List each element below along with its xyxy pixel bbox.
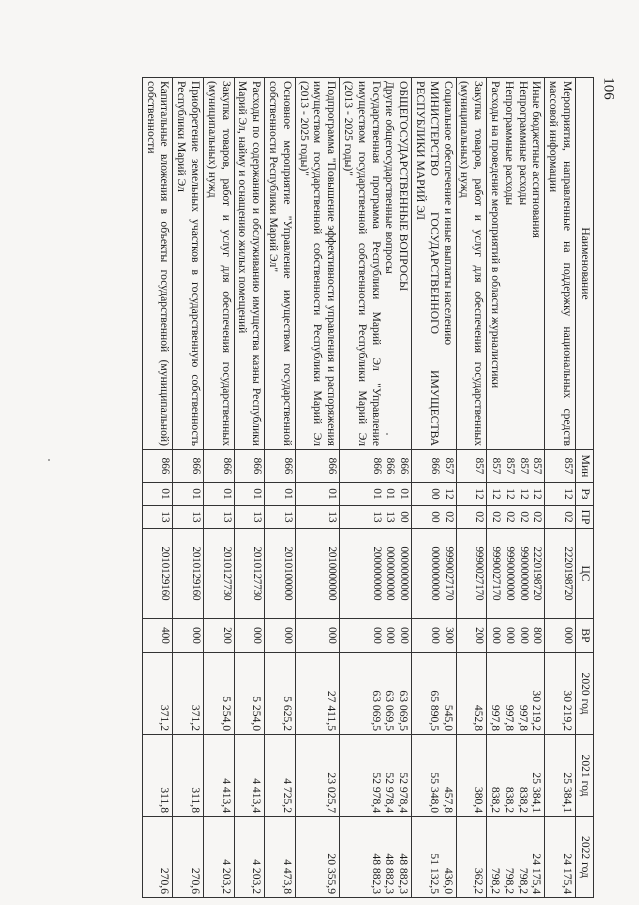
row-2020: 371,2	[142, 653, 173, 735]
row-rz: 01	[265, 483, 296, 506]
row-cs: 9990027170	[456, 529, 487, 619]
row-pr: 02	[456, 506, 487, 529]
row-2022: 270,6	[142, 817, 173, 898]
table-row	[412, 78, 456, 898]
row-cs: 2010129160	[142, 529, 173, 619]
row-pr: 13	[234, 506, 265, 529]
row-name: Закупка товаров, работ и услуг для обеспечения государственных (муниципальных) нужд	[204, 78, 235, 450]
row-vr: 000	[265, 619, 296, 653]
header-2020: 2020 год	[576, 653, 594, 735]
row-name: Капитальные вложения в объекты государственной (муниципальной) собственности	[142, 78, 173, 450]
row-min: 866	[265, 450, 296, 483]
scan-speck	[48, 459, 50, 461]
table-row	[340, 78, 412, 898]
row-cs: 2010100000	[265, 529, 296, 619]
row-min: 857 866	[412, 450, 456, 483]
row-2021: 4 413,4	[204, 735, 235, 817]
row-cs: 2010127730	[204, 529, 235, 619]
header-vr: ВР	[576, 619, 594, 653]
row-vr: 000	[234, 619, 265, 653]
row-2021: 457,8 55 348,0	[412, 735, 456, 817]
row-2021: 311,8	[173, 735, 204, 817]
header-pr: ПР	[576, 506, 594, 529]
row-cs: 9990027170 0000000000	[412, 529, 456, 619]
row-rz: 12	[545, 483, 576, 506]
row-2020: 5 625,2	[265, 653, 296, 735]
budget-table-wrapper	[74, 77, 594, 897]
row-pr: 13	[142, 506, 173, 529]
row-2020: 545,0 65 890,5	[412, 653, 456, 735]
header-cs: ЦС	[576, 529, 594, 619]
row-2020: 452,8	[456, 653, 487, 735]
table-header-row	[576, 78, 594, 898]
table-row	[204, 78, 235, 898]
row-min: 866	[173, 450, 204, 483]
table-row	[487, 78, 545, 898]
row-pr: 13	[173, 506, 204, 529]
row-2022: 20 355,9	[295, 817, 339, 898]
row-2021: 25 384,1	[545, 735, 576, 817]
header-min: Мин	[576, 450, 594, 483]
row-2022: 4 203,2	[204, 817, 235, 898]
row-rz: 01	[204, 483, 235, 506]
row-2021: 25 384,1 838,2 838,2 838,2	[487, 735, 545, 817]
header-name: Наименование	[576, 78, 594, 450]
row-pr: 02 02 02 02	[487, 506, 545, 529]
row-2021: 23 025,7	[295, 735, 339, 817]
row-pr: 02	[545, 506, 576, 529]
row-rz: 01	[173, 483, 204, 506]
row-vr: 200	[204, 619, 235, 653]
row-2022: 24 175,4 798,2 798,2 798,2	[487, 817, 545, 898]
table-row	[265, 78, 296, 898]
row-name: Подпрограмма "Повышение эффективности управления и распоряжения имуществом государственной собственности Республики Марий Эл (2013 - 2025 годы)"	[295, 78, 339, 450]
row-2020: 5 254,0	[204, 653, 235, 735]
table-row	[173, 78, 204, 898]
row-rz: 12	[456, 483, 487, 506]
row-min: 866	[295, 450, 339, 483]
table-row	[142, 78, 173, 898]
row-2022: 270,6	[173, 817, 204, 898]
row-2020: 5 254,0	[234, 653, 265, 735]
row-cs: 2220198720 9900000000 9990000000 9990027170	[487, 529, 545, 619]
page-number: 106	[600, 77, 617, 100]
row-cs: 2010127730	[234, 529, 265, 619]
row-2020: 27 411,5	[295, 653, 339, 735]
row-2021: 4 725,2	[265, 735, 296, 817]
row-vr: 400	[142, 619, 173, 653]
row-cs: 2010129160	[173, 529, 204, 619]
row-min: 866	[142, 450, 173, 483]
row-vr: 200	[456, 619, 487, 653]
row-min: 857	[545, 450, 576, 483]
row-name: ОБЩЕГОСУДАРСТВЕННЫЕ ВОПРОСЫ Другие общегосударственные вопросы Государственная программа Республики Марий Эл "Управление имуществом государственной собственности Республики Марий Эл (2013 - 2025 годы)"	[340, 78, 412, 450]
row-min: 866 866 866	[340, 450, 412, 483]
row-pr: 00 13 13	[340, 506, 412, 529]
table-row	[234, 78, 265, 898]
header-2022: 2022 год	[576, 817, 594, 898]
row-pr: 13	[265, 506, 296, 529]
row-2021: 380,4	[456, 735, 487, 817]
table-row	[295, 78, 339, 898]
row-vr: 800 000 000 000	[487, 619, 545, 653]
row-cs: 0000000000 0000000000 2000000000	[340, 529, 412, 619]
row-2022: 4 473,8	[265, 817, 296, 898]
row-2021: 311,8	[142, 735, 173, 817]
row-2020: 30 219,2	[545, 653, 576, 735]
row-2022: 48 882,3 48 882,3 48 882,3	[340, 817, 412, 898]
row-rz: 12 00	[412, 483, 456, 506]
row-min: 857 857 857 857	[487, 450, 545, 483]
row-rz: 12 12 12 12	[487, 483, 545, 506]
row-name: Иные бюджетные ассигнования Непрограммные расходы Непрограммные расходы Расходы на проведение мероприятий в области журналистики	[487, 78, 545, 450]
row-min: 866	[234, 450, 265, 483]
row-2022: 362,2	[456, 817, 487, 898]
row-rz: 01	[142, 483, 173, 506]
row-2022: 4 203,2	[234, 817, 265, 898]
row-2022: 24 175,4	[545, 817, 576, 898]
row-rz: 01	[295, 483, 339, 506]
header-rz: Рз	[576, 483, 594, 506]
row-vr: 000	[295, 619, 339, 653]
row-cs: 2220198720	[545, 529, 576, 619]
budget-table	[142, 77, 594, 898]
row-name: Мероприятия, направленные на поддержку национальных средств массовой информации	[545, 78, 576, 450]
row-name: Социальное обеспечение и иные выплаты населению МИНИСТЕРСТВО ГОСУДАРСТВЕННОГО ИМУЩЕСТВА РЕСПУБЛИКИ МАРИЙ ЭЛ	[412, 78, 456, 450]
row-pr: 02 00	[412, 506, 456, 529]
row-vr: 000	[173, 619, 204, 653]
row-vr: 000	[545, 619, 576, 653]
row-min: 857	[456, 450, 487, 483]
row-name: Закупка товаров, работ и услуг для обеспечения государственных (муниципальных) нужд	[456, 78, 487, 450]
header-2021: 2021 год	[576, 735, 594, 817]
row-cs: 2010000000	[295, 529, 339, 619]
row-name: Расходы по содержанию и обслуживанию имущества казны Республики Марий Эл, найму и оснащению жилых помещений	[234, 78, 265, 450]
row-pr: 13	[295, 506, 339, 529]
row-2021: 52 978,4 52 978,4 52 978,4	[340, 735, 412, 817]
row-vr: 000 000 000	[340, 619, 412, 653]
row-2020: 371,2	[173, 653, 204, 735]
row-2020: 30 219,2 997,8 997,8 997,8	[487, 653, 545, 735]
row-vr: 300 000	[412, 619, 456, 653]
row-2020: 63 069,5 63 069,5 63 069,5	[340, 653, 412, 735]
row-2022: 436,0 51 132,5	[412, 817, 456, 898]
row-rz: 01 01 01	[340, 483, 412, 506]
row-pr: 13	[204, 506, 235, 529]
table-row	[545, 78, 576, 898]
row-min: 866	[204, 450, 235, 483]
row-2021: 4 413,4	[234, 735, 265, 817]
row-name: Приобретение земельных участков в государственную собственность Республики Марий Эл	[173, 78, 204, 450]
row-name: Основное мероприятие "Управление имуществом государственной собственности Республики Марий Эл"	[265, 78, 296, 450]
table-row	[456, 78, 487, 898]
row-rz: 01	[234, 483, 265, 506]
